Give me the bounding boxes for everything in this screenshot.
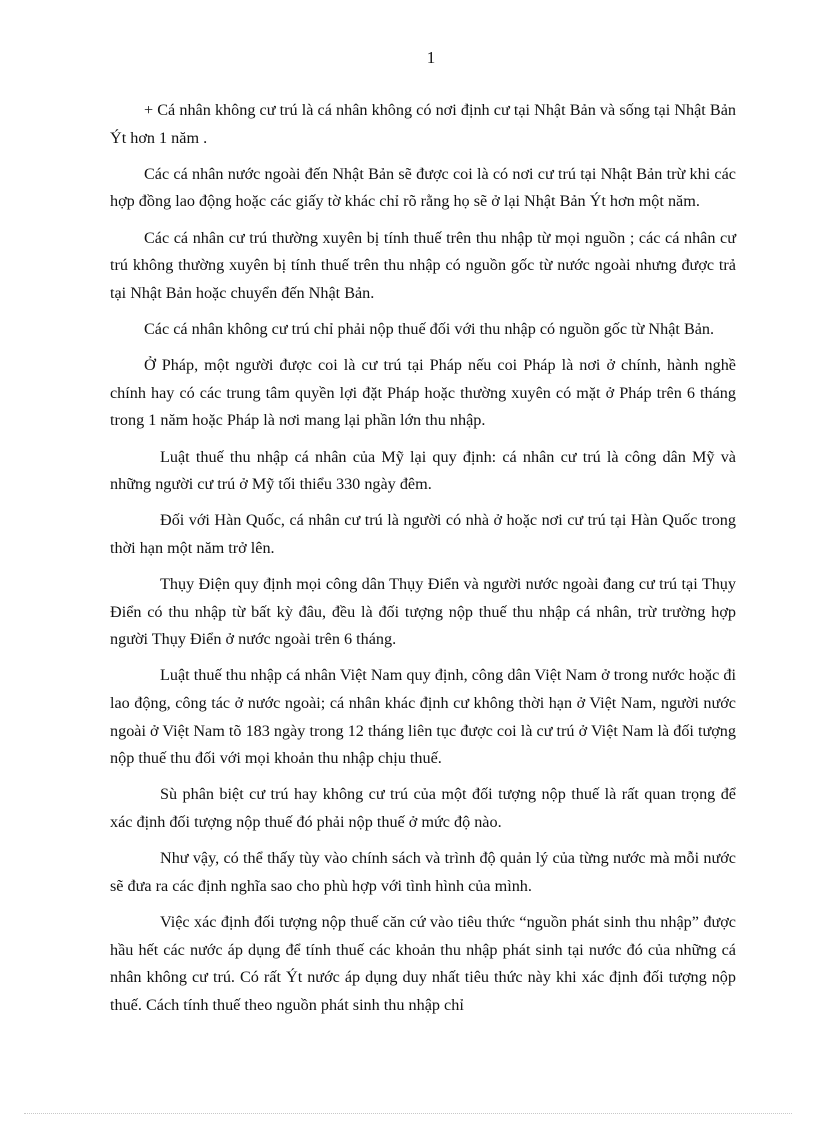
document-body	[110, 97, 736, 1028]
page-bottom-divider	[24, 1113, 792, 1114]
paragraph-japan-nonresidents: Các cá nhân không cư trú chỉ phải nộp thuế đối với thu nhập có nguồn gốc từ Nhật Bản.	[144, 319, 715, 338]
paragraph-france: Ở Pháp, một người được coi là cư trú tại Pháp nếu coi Pháp là nơi ở chính, hành nghề chính hay có các trung tâm quyền lợi đặt Pháp hoặc thường xuyên có mặt ở Pháp trên 6 tháng trong 1 năm hoặc Pháp là nơi mang lại phần lớn thu nhập.	[110, 356, 736, 430]
paragraph-sweden: Thụy Điện quy định mọi công dân Thụy Điển và người nước ngoài đang cư trú tại Thụy Điển có thu nhập từ bất kỳ đâu, đều là đối tượng nộp thuế thu nhập cá nhân, trừ trường hợp người Thụy Điển ở nước ngoài trên 6 tháng.	[110, 575, 736, 649]
paragraph-japan-foreigners: Các cá nhân nước ngoài đến Nhật Bản sẽ được coi là có nơi cư trú tại Nhật Bản trừ khi các hợp đồng lao động hoặc các giấy tờ khác chỉ rõ rằng họ sẽ ở lại Nhật Bản Ýt hơn một năm.	[110, 164, 736, 211]
paragraph-japan-residents: Các cá nhân cư trú thường xuyên bị tính thuế trên thu nhập từ mọi nguồn ; các cá nhân cư trú không thường xuyên bị tính thuế trên thu nhập có nguồn gốc từ nước ngoài nhưng được trả tại Nhật Bản hoặc chuyển đến Nhật Bản.	[110, 228, 736, 302]
paragraph-korea: Đối với Hàn Quốc, cá nhân cư trú là người có nhà ở hoặc nơi cư trú tại Hàn Quốc trong thời hạn một năm trở lên.	[110, 511, 736, 557]
paragraph-residency-importance: Sù phân biệt cư trú hay không cư trú của một đối tượng nộp thuế là rất quan trọng để xác định đối tượng nộp thuế đó phải nộp thuế ở mức độ nào.	[110, 785, 736, 831]
paragraph-usa: Luật thuế thu nhập cá nhân của Mỹ lại quy định: cá nhân cư trú là công dân Mỹ và những người cư trú ở Mỹ tối thiểu 330 ngày đêm.	[110, 447, 736, 494]
page-number: 1	[426, 48, 436, 67]
paragraph-conclusion: Như vậy, có thể thấy tùy vào chính sách và trình độ quản lý của từng nước mà mỗi nước sẽ đưa ra các định nghĩa sao cho phù hợp với tình hình của mình.	[110, 849, 736, 895]
paragraph-vietnam: Luật thuế thu nhập cá nhân Việt Nam quy định, công dân Việt Nam ở trong nước hoặc đi lao động, công tác ở nước ngoài; cá nhân khác định cư không thời hạn ở Việt Nam, người nước ngoài ở Việt Nam tõ 183 ngày trong 12 tháng liên tục được coi là cư trú ở Việt Nam là đối tượng nộp thuế thu đối với mọi khoản thu nhập chịu thuế.	[110, 666, 736, 768]
paragraph-income-source: Việc xác định đối tượng nộp thuế căn cứ vào tiêu thức “nguồn phát sinh thu nhập” được hầu hết các nước áp dụng để tính thuế các khoản thu nhập phát sinh tại nước đó của những cá nhân không cư trú. Có rất Ýt nước áp dụng duy nhất tiêu thức này khi xác định đối tượng nộp thuế. Cách tính thuế theo nguồn phát sinh thu nhập chỉ	[110, 912, 736, 1014]
paragraph-nonresident-definition: + Cá nhân không cư trú là cá nhân không có nơi định cư tại Nhật Bản và sống tại Nhật Bản Ýt hơn 1 năm .	[110, 101, 736, 147]
